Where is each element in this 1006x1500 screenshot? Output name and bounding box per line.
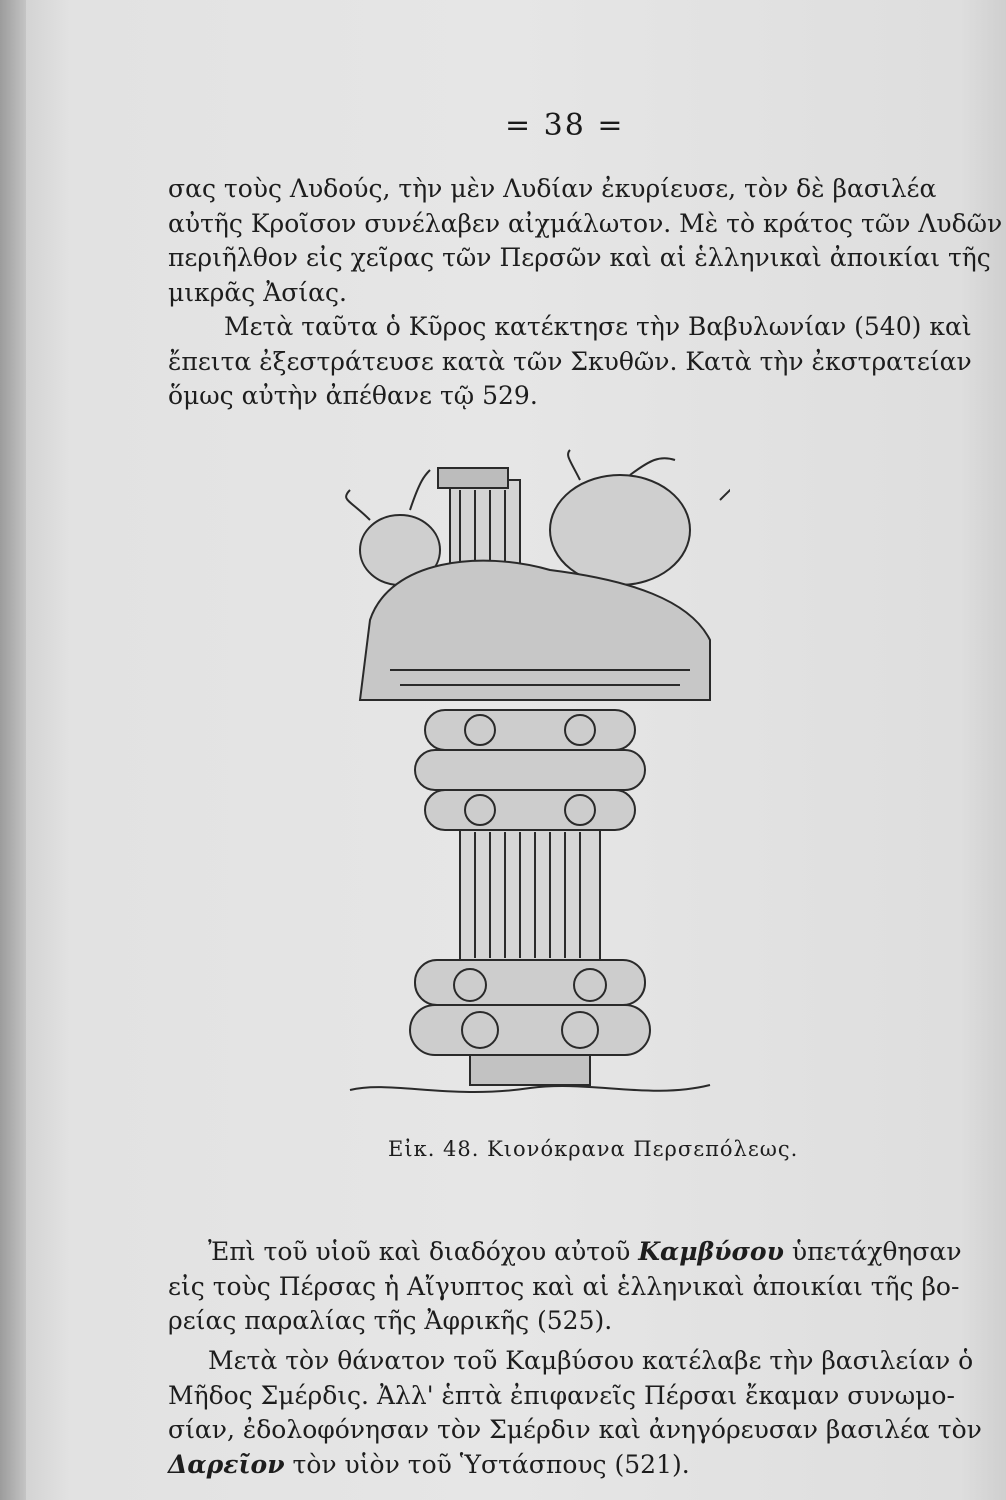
text-line: σίαν, ἐδολοφόνησαν τὸν Σμέρδιν καὶ ἀνηγόρευσαν βασιλέα τὸν <box>168 1415 982 1444</box>
text-line: ρείας παραλίας τῆς Ἀφρικῆς (525). <box>168 1306 613 1335</box>
persepolis-capital-illustration <box>330 440 730 1120</box>
text-line: Μῆδος Σμέρδις. Ἀλλ' ἑπτὰ ἐπιφανεῖς Πέρσαι ἔκαμαν συνωμο- <box>168 1380 955 1410</box>
book-spine-shadow <box>0 0 26 1500</box>
text-line: σας τοὺς Λυδούς, τὴν μὲν Λυδίαν ἐκυρίευσε, τὸν δὲ βασιλέα <box>168 174 937 203</box>
text-line: περιῆλθον εἰς χεῖρας τῶν Περσῶν καὶ αἱ ἑλληνικαὶ ἀποικίαι τῆς <box>168 243 991 272</box>
page-number: = 38 = <box>505 108 625 143</box>
text-segment: Ἐπὶ τοῦ υἱοῦ καὶ διαδόχου αὐτοῦ <box>208 1237 639 1266</box>
figure-caption: Εἰκ. 48. Κιονόκρανα Περσεπόλεως. <box>388 1137 799 1161</box>
emphasized-name: Δαρεῖον <box>168 1449 285 1479</box>
text-line: ὅμως αὐτὴν ἀπέθανε τῷ 529. <box>168 381 538 410</box>
text-line <box>168 1448 958 1483</box>
text-line: αὐτῆς Κροῖσον συνέλαβεν αἰχμάλωτον. Μὲ τὸ κράτος τῶν Λυδῶν <box>168 208 1003 238</box>
text-line: μικρᾶς Ἀσίας. <box>168 277 347 307</box>
text-line <box>168 1235 962 1270</box>
paragraph-2 <box>168 310 972 414</box>
text-line: Μετὰ τὸν θάνατον τοῦ Καμβύσου κατέλαβε τὴν βασιλείαν ὁ <box>208 1346 974 1375</box>
text-line: εἰς τοὺς Πέρσας ἡ Αἴγυπτος καὶ αἱ ἑλληνικαὶ ἀποικίαι τῆς βο- <box>168 1271 960 1301</box>
emphasized-name: Καμβύσου <box>638 1237 784 1266</box>
text-segment: ὑπετάχθησαν <box>783 1237 962 1266</box>
text-line: ἔπειτα ἐξεστράτευσε κατὰ τῶν Σκυθῶν. Κατὰ τὴν ἐκστρατείαν <box>168 346 972 376</box>
paragraph-3 <box>168 1235 962 1339</box>
text-line: Μετὰ ταῦτα ὁ Κῦρος κατέκτησε τὴν Βαβυλωνίαν (540) καὶ <box>224 312 972 341</box>
paragraph-4 <box>168 1344 982 1482</box>
text-segment: τὸν υἱὸν τοῦ Ὑστάσπους (521). <box>284 1449 690 1479</box>
paragraph-1 <box>168 172 1003 310</box>
